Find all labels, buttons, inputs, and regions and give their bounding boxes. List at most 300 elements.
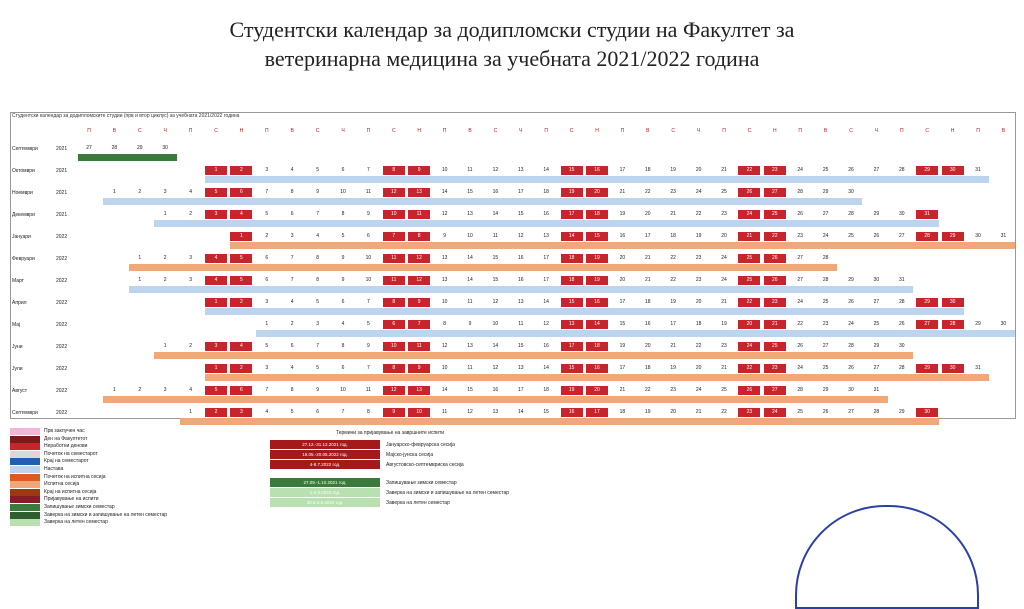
day-cell: 30 — [942, 298, 964, 307]
day-cell: 1 — [205, 364, 227, 373]
day-cell: 31 — [916, 210, 938, 219]
day-cell: 19 — [695, 233, 702, 239]
month-year: 2022 — [56, 366, 68, 372]
day-cell: 4 — [341, 321, 345, 327]
day-cell: 27 — [848, 409, 854, 415]
day-cell: 26 — [738, 386, 760, 395]
day-cell: 31 — [975, 365, 981, 371]
month-row — [10, 384, 1014, 406]
day-cell: 7 — [383, 232, 405, 241]
day-cell: 11 — [467, 167, 473, 173]
day-cell: 14 — [467, 277, 473, 283]
day-cell: 26 — [848, 167, 854, 173]
day-cell: 15 — [467, 387, 473, 393]
day-cell: 29 — [873, 211, 880, 217]
day-cell: 28 — [899, 299, 905, 305]
day-cell: 18 — [619, 409, 626, 415]
exam-period-label: Запишување зимски семестар — [386, 480, 457, 486]
day-cell: 20 — [738, 320, 760, 329]
day-cell: 12 — [383, 188, 405, 197]
weekday-header-cell: В — [290, 128, 294, 134]
day-cell: 30 — [942, 364, 964, 373]
day-cell: 11 — [408, 342, 430, 351]
day-cell: 7 — [367, 167, 370, 173]
day-cell: 8 — [290, 189, 294, 195]
day-cell: 2 — [138, 189, 142, 195]
day-cell: 11 — [467, 365, 473, 371]
day-cell: 20 — [619, 255, 626, 261]
day-cell: 27 — [797, 255, 803, 261]
day-cell: 28 — [942, 320, 964, 329]
day-cell: 24 — [721, 277, 727, 283]
day-cell: 27 — [916, 320, 938, 329]
day-cell: 15 — [619, 321, 626, 327]
day-cell: 2 — [230, 298, 252, 307]
day-cell: 3 — [163, 387, 167, 393]
day-cell: 28 — [822, 255, 829, 261]
day-cell: 28 — [848, 211, 854, 217]
day-cell: 31 — [975, 167, 981, 173]
legend-label: Ден на Факултетот — [44, 435, 88, 442]
day-cell: 17 — [619, 299, 626, 305]
day-cell: 8 — [383, 298, 405, 307]
weekday-header-cell: П — [544, 128, 548, 134]
day-cell: 4 — [230, 210, 252, 219]
day-cell: 20 — [586, 386, 608, 395]
day-cell: 23 — [670, 189, 676, 195]
day-cell: 9 — [341, 277, 345, 283]
day-cell: 24 — [738, 342, 760, 351]
day-cell: 9 — [383, 408, 405, 417]
day-cell: 16 — [543, 211, 549, 217]
weekday-header-cell: П — [265, 128, 269, 134]
month-year: 2022 — [56, 234, 68, 240]
legend-swatch — [10, 519, 40, 526]
day-cell: 22 — [721, 409, 727, 415]
day-cell: 14 — [441, 189, 448, 195]
legend-swatch — [10, 481, 40, 488]
day-cell: 15 — [586, 232, 608, 241]
day-cell: 3 — [163, 189, 167, 195]
day-cell: 4 — [205, 254, 227, 263]
weekday-header-cell: С — [137, 128, 142, 134]
day-cell: 8 — [316, 255, 319, 261]
day-cell: 15 — [518, 343, 524, 349]
day-cell: 27 — [873, 299, 880, 305]
day-cell: 6 — [230, 386, 252, 395]
day-cell: 13 — [492, 409, 499, 415]
day-cell: 5 — [367, 321, 370, 327]
day-cell: 26 — [738, 188, 760, 197]
month-row — [10, 186, 1014, 208]
day-cell: 26 — [873, 233, 880, 239]
day-cell: 24 — [797, 299, 803, 305]
day-cell: 2 — [205, 408, 227, 417]
month-name: Мај — [12, 322, 21, 328]
day-cell: 31 — [1000, 233, 1007, 239]
weekday-header-cell: Н — [417, 128, 421, 134]
legend-label: Заверка на зимски и запишување на летен семестар — [44, 511, 168, 518]
day-cell: 9 — [341, 255, 345, 261]
day-cell: 4 — [316, 233, 319, 239]
day-cell: 8 — [383, 166, 405, 175]
day-cell: 6 — [265, 277, 269, 283]
weekday-header-cell: С — [925, 128, 929, 134]
day-cell: 23 — [695, 255, 702, 261]
day-cell: 28 — [916, 232, 938, 241]
day-cell: 18 — [695, 321, 702, 327]
day-cell: 28 — [797, 189, 803, 195]
weekday-header-cell: С — [671, 128, 675, 134]
period-bar — [129, 286, 913, 293]
month-year: 2022 — [56, 344, 68, 350]
day-cell: 12 — [518, 233, 524, 239]
legend-swatch — [10, 474, 40, 481]
day-cell: 23 — [738, 408, 760, 417]
day-cell: 19 — [619, 211, 626, 217]
day-cell: 27 — [764, 386, 786, 395]
weekday-header-cell: Ч — [696, 128, 701, 134]
day-cell: 13 — [467, 211, 473, 217]
day-cell: 25 — [797, 409, 803, 415]
day-cell: 22 — [670, 255, 676, 261]
day-cell: 22 — [645, 189, 651, 195]
day-cell: 22 — [695, 343, 702, 349]
month-year: 2021 — [56, 190, 68, 196]
period-bar — [205, 374, 989, 381]
day-cell: 6 — [316, 409, 319, 415]
day-cell: 16 — [543, 343, 549, 349]
period-bar — [256, 330, 1015, 337]
weekday-header-cell: Ч — [519, 128, 523, 134]
day-cell: 10 — [441, 167, 448, 173]
day-cell: 11 — [441, 409, 448, 415]
month-name: Септември — [12, 146, 38, 152]
day-cell: 8 — [383, 364, 405, 373]
day-cell: 3 — [189, 277, 192, 283]
legend-label: Крај на испитна сесија — [44, 488, 97, 495]
day-cell: 29 — [916, 364, 938, 373]
day-cell: 22 — [695, 211, 702, 217]
day-cell: 18 — [561, 254, 583, 263]
month-year: 2022 — [56, 300, 68, 306]
day-cell: 9 — [408, 298, 430, 307]
day-cell: 19 — [721, 321, 727, 327]
day-cell: 1 — [205, 298, 227, 307]
day-cell: 14 — [492, 343, 499, 349]
sheet-caption: Студентски календар за додипломските студии (прв и втор циклус) за учебната 2021/2022 година — [12, 113, 240, 119]
day-cell: 28 — [899, 365, 905, 371]
day-cell: 27 — [797, 277, 803, 283]
month-name: Март — [12, 278, 24, 284]
day-cell: 23 — [670, 387, 676, 393]
day-cell: 5 — [265, 343, 269, 349]
day-cell: 16 — [586, 298, 608, 307]
day-cell: 11 — [518, 321, 524, 327]
day-cell: 3 — [230, 408, 252, 417]
day-cell: 1 — [113, 189, 116, 195]
day-cell: 16 — [586, 166, 608, 175]
day-cell: 21 — [695, 409, 702, 415]
day-cell: 4 — [205, 276, 227, 285]
weekday-header-cell: В — [646, 128, 650, 134]
day-cell: 5 — [316, 365, 319, 371]
day-cell: 7 — [367, 299, 370, 305]
day-cell: 1 — [205, 166, 227, 175]
day-cell: 1 — [113, 387, 116, 393]
day-cell: 26 — [848, 365, 854, 371]
day-cell: 13 — [518, 365, 524, 371]
day-cell: 1 — [265, 321, 269, 327]
weekday-header-cell: Н — [950, 128, 955, 134]
day-cell: 12 — [441, 211, 448, 217]
day-cell: 12 — [492, 299, 499, 305]
day-cell: 5 — [205, 188, 227, 197]
day-cell: 26 — [797, 343, 803, 349]
day-cell: 21 — [645, 255, 651, 261]
day-cell: 9 — [316, 387, 319, 393]
day-cell: 9 — [443, 233, 446, 239]
day-cell: 23 — [797, 233, 803, 239]
day-cell: 1 — [138, 277, 142, 283]
day-cell: 19 — [561, 188, 583, 197]
day-cell: 27 — [899, 233, 905, 239]
page-title-line2: ветеринарна медицина за учебната 2021/2022 година — [264, 46, 760, 71]
day-cell: 16 — [645, 321, 651, 327]
day-cell: 18 — [670, 233, 676, 239]
day-cell: 14 — [543, 167, 549, 173]
day-cell: 13 — [543, 233, 549, 239]
day-cell: 29 — [137, 145, 143, 151]
day-cell: 30 — [1000, 321, 1007, 327]
day-cell: 15 — [492, 277, 499, 283]
weekday-header-cell: Ч — [874, 128, 879, 134]
day-cell: 27 — [873, 167, 880, 173]
day-cell: 26 — [822, 409, 829, 415]
day-cell: 18 — [645, 167, 651, 173]
day-cell: 25 — [873, 321, 880, 327]
day-cell: 29 — [899, 409, 905, 415]
exam-period-box: 16.05.-20.05.2022 год. — [270, 450, 380, 459]
legend-swatch — [10, 436, 40, 443]
day-cell: 19 — [561, 386, 583, 395]
weekday-header-cell: Н — [595, 128, 599, 134]
day-cell: 5 — [230, 254, 252, 263]
day-cell: 28 — [848, 343, 854, 349]
weekday-header-cell: В — [1001, 128, 1006, 134]
day-cell: 7 — [265, 189, 269, 195]
month-name: Јуни — [12, 344, 23, 350]
day-cell: 16 — [518, 277, 524, 283]
day-cell: 25 — [738, 276, 760, 285]
day-cell: 21 — [670, 343, 676, 349]
weekday-header-cell: П — [366, 128, 371, 134]
month-year: 2022 — [56, 388, 68, 394]
day-cell: 25 — [764, 210, 786, 219]
day-cell: 24 — [797, 365, 803, 371]
day-cell: 30 — [975, 233, 981, 239]
day-cell: 23 — [822, 321, 829, 327]
day-cell: 15 — [518, 211, 524, 217]
day-cell: 12 — [543, 321, 549, 327]
day-cell: 7 — [316, 343, 319, 349]
day-cell: 26 — [848, 299, 854, 305]
legend-swatch — [10, 504, 40, 511]
weekday-header-cell: С — [569, 128, 574, 134]
day-cell: 29 — [916, 166, 938, 175]
day-cell: 7 — [265, 387, 269, 393]
day-cell: 20 — [695, 167, 702, 173]
month-name: Јули — [12, 366, 23, 372]
day-cell: 29 — [873, 343, 880, 349]
weekday-header-cell: Ч — [341, 128, 345, 134]
day-cell: 24 — [797, 167, 803, 173]
day-cell: 12 — [467, 409, 473, 415]
day-cell: 6 — [367, 233, 370, 239]
day-cell: 7 — [316, 211, 319, 217]
day-cell: 13 — [518, 299, 524, 305]
day-cell: 15 — [543, 409, 549, 415]
day-cell: 5 — [205, 386, 227, 395]
day-cell: 11 — [383, 254, 405, 263]
day-cell: 10 — [383, 210, 405, 219]
month-row — [10, 362, 1014, 384]
day-cell: 6 — [383, 320, 405, 329]
weekday-header-cell: П — [87, 128, 91, 134]
day-cell: 24 — [822, 233, 829, 239]
day-cell: 21 — [670, 211, 676, 217]
day-cell: 8 — [408, 232, 430, 241]
day-cell: 2 — [265, 233, 269, 239]
day-cell: 29 — [942, 232, 964, 241]
day-cell: 19 — [670, 167, 676, 173]
day-cell: 24 — [695, 387, 702, 393]
day-cell: 17 — [518, 189, 524, 195]
day-cell: 13 — [561, 320, 583, 329]
day-cell: 31 — [873, 387, 880, 393]
exam-period-label: Заверка на летен семестар — [386, 500, 450, 506]
day-cell: 28 — [822, 277, 829, 283]
weekday-header-cell: П — [442, 128, 447, 134]
weekday-header-cell: С — [391, 128, 396, 134]
day-cell: 5 — [316, 299, 319, 305]
day-cell: 14 — [518, 409, 524, 415]
period-bar — [103, 396, 887, 403]
day-cell: 2 — [189, 211, 192, 217]
legend-label: Почеток на семестарот — [44, 450, 98, 457]
weekday-header-cell: В — [823, 128, 828, 134]
day-cell: 24 — [695, 189, 702, 195]
day-cell: 15 — [467, 189, 473, 195]
day-cell: 20 — [695, 299, 702, 305]
legend-label: Крај на семестарот — [44, 458, 89, 465]
month-name: Септември — [12, 410, 38, 416]
day-cell: 13 — [518, 167, 524, 173]
day-cell: 14 — [543, 299, 549, 305]
day-cell: 25 — [848, 233, 854, 239]
day-cell: 14 — [467, 255, 473, 261]
day-cell: 7 — [341, 409, 345, 415]
day-cell: 14 — [441, 387, 448, 393]
day-cell: 4 — [290, 167, 294, 173]
day-cell: 1 — [230, 232, 252, 241]
day-cell: 21 — [764, 320, 786, 329]
month-name: Ноември — [12, 190, 33, 196]
day-cell: 17 — [670, 321, 676, 327]
day-cell: 15 — [561, 166, 583, 175]
day-cell: 25 — [822, 167, 829, 173]
day-cell: 9 — [316, 189, 319, 195]
legend-swatch — [10, 466, 40, 473]
day-cell: 24 — [721, 255, 727, 261]
day-cell: 15 — [561, 298, 583, 307]
day-cell: 17 — [518, 387, 524, 393]
day-cell: 13 — [408, 188, 430, 197]
day-cell: 23 — [721, 211, 727, 217]
month-year: 2022 — [56, 322, 68, 328]
day-cell: 27 — [764, 188, 786, 197]
day-cell: 18 — [645, 299, 651, 305]
day-cell: 6 — [290, 211, 294, 217]
day-cell: 2 — [163, 277, 167, 283]
day-cell: 29 — [975, 321, 981, 327]
day-cell: 21 — [619, 387, 626, 393]
day-cell: 24 — [764, 408, 786, 417]
day-cell: 22 — [764, 232, 786, 241]
day-cell: 17 — [645, 233, 651, 239]
day-cell: 12 — [492, 365, 499, 371]
weekday-header-cell: П — [722, 128, 726, 134]
day-cell: 10 — [383, 342, 405, 351]
legend-swatch — [10, 512, 40, 519]
day-cell: 30 — [848, 387, 854, 393]
day-cell: 20 — [695, 365, 702, 371]
weekday-header-cell: Ч — [163, 128, 167, 134]
legend-label: Испитна сесија — [44, 481, 80, 488]
day-cell: 21 — [721, 365, 727, 371]
day-cell: 19 — [619, 343, 626, 349]
legend-label: Заверка на летен семестар — [44, 519, 108, 526]
day-cell: 5 — [341, 233, 345, 239]
month-year: 2021 — [56, 212, 68, 218]
legend-label: Пријавување на испити — [44, 496, 99, 503]
day-cell: 7 — [290, 277, 294, 283]
exam-period-box: 27.09.-1.10.2021 год. — [270, 478, 380, 487]
day-cell: 10 — [441, 299, 448, 305]
day-cell: 20 — [645, 343, 651, 349]
day-cell: 16 — [492, 387, 499, 393]
day-cell: 25 — [721, 189, 727, 195]
month-name: Јануари — [12, 234, 31, 240]
day-cell: 4 — [189, 189, 192, 195]
day-cell: 2 — [189, 343, 192, 349]
day-cell: 2 — [230, 364, 252, 373]
day-cell: 19 — [670, 299, 676, 305]
weekday-header-cell: Н — [772, 128, 777, 134]
legend-swatch — [10, 451, 40, 458]
day-cell: 22 — [738, 166, 760, 175]
day-cell: 13 — [408, 386, 430, 395]
day-cell: 30 — [162, 145, 168, 151]
day-cell: 3 — [205, 210, 227, 219]
day-cell: 17 — [543, 277, 549, 283]
day-cell: 20 — [670, 409, 676, 415]
day-cell: 3 — [316, 321, 319, 327]
day-cell: 10 — [492, 321, 499, 327]
day-cell: 19 — [586, 276, 608, 285]
day-cell: 18 — [561, 276, 583, 285]
weekday-header-cell: П — [798, 128, 802, 134]
